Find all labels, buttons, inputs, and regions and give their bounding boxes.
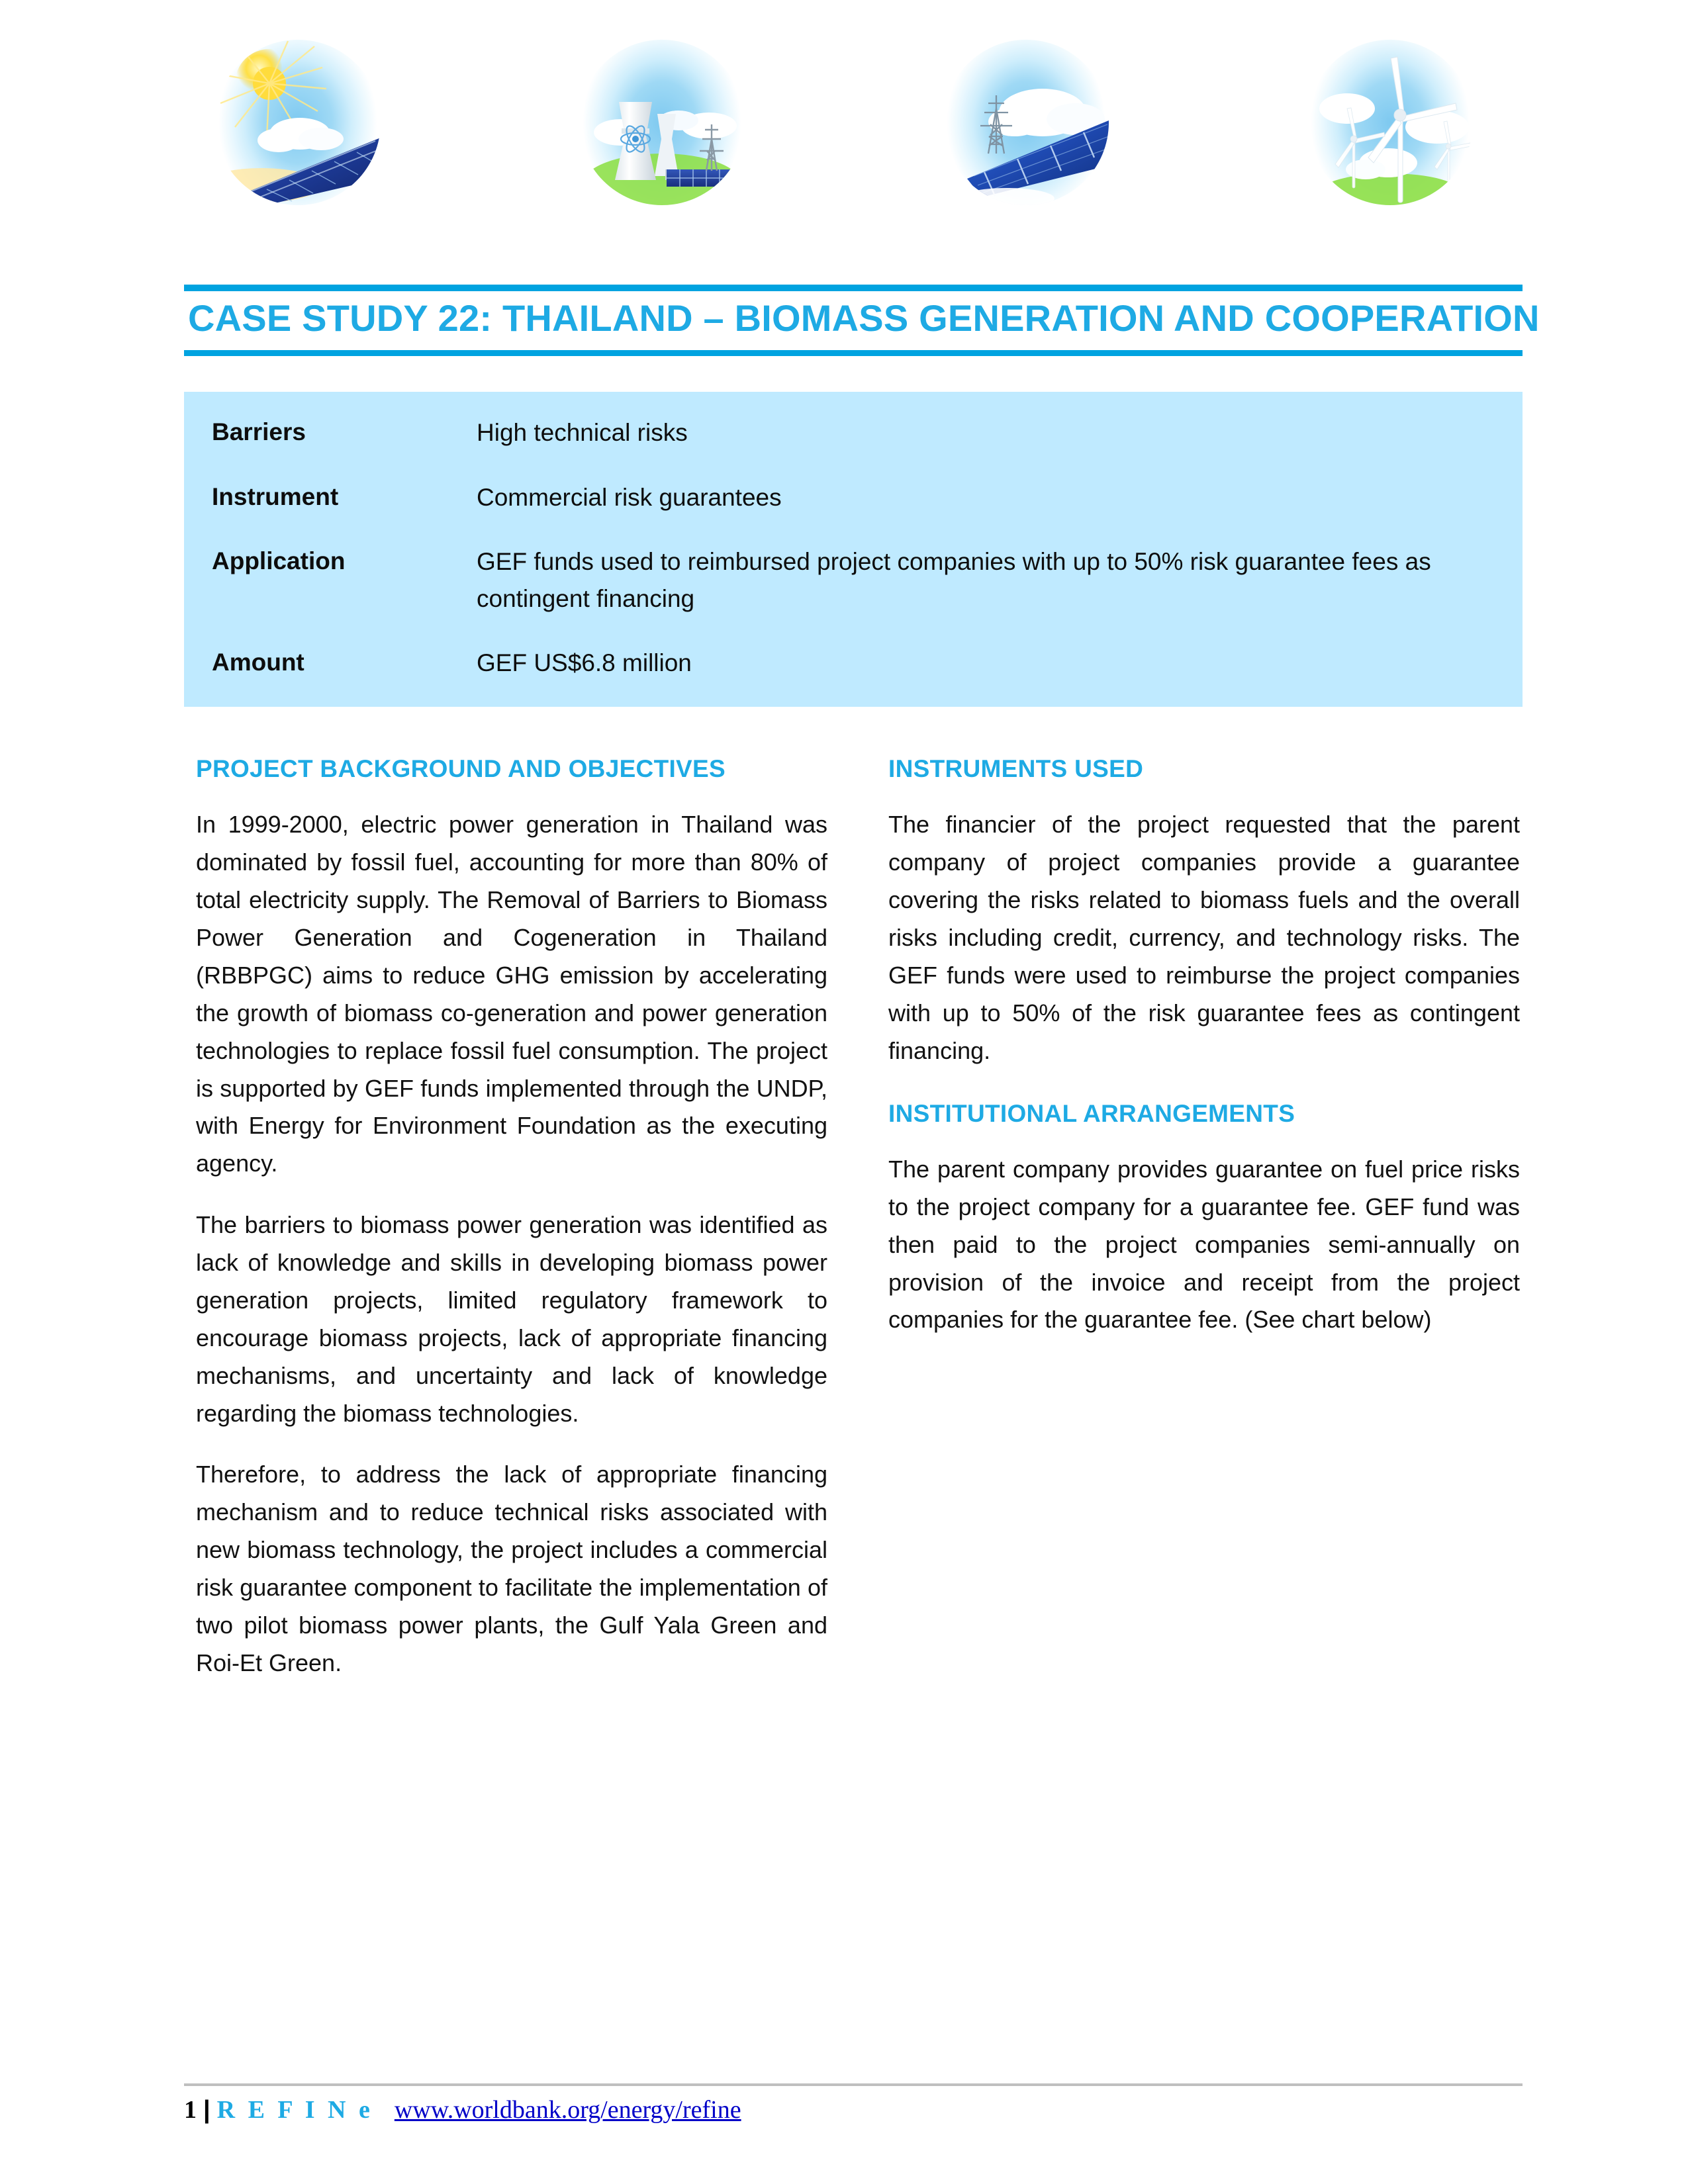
page-title: CASE STUDY 22: THAILAND – BIOMASS GENERATION AND COOPERATION xyxy=(188,297,1540,339)
right-column xyxy=(888,754,1520,1682)
paragraph: The financier of the project requested that the parent company of project companies provide a guarantee covering the risks related to biomass fuels and the overall risks including credit, currency, and technology risks. The GEF funds were used to reimburse the project companies with up to 50% of the risk guarantee fees as contingent financing. xyxy=(888,811,1520,1064)
pylon-solar-image xyxy=(927,26,1125,218)
left-column xyxy=(196,754,827,1682)
page-footer xyxy=(184,2083,1523,2124)
info-value: Commercial risk guarantees xyxy=(477,483,782,511)
solar-panel-sun-image xyxy=(199,26,397,218)
body-columns xyxy=(196,754,1520,1682)
title-rule-top xyxy=(184,285,1523,291)
brand-label: R E F I N e xyxy=(216,2096,373,2124)
footer-pipe-divider: | xyxy=(203,2096,211,2124)
info-value: High technical risks xyxy=(477,419,688,446)
paragraph: The barriers to biomass power generation was identified as lack of knowledge and skills in developing biomass power generation projects, limited regulatory framework to encourage biomass projects, lack of appropriate financing mechanisms, and uncertainty and lack of knowledge regarding the biomass technologies. xyxy=(196,1211,827,1427)
info-label: Barriers xyxy=(212,418,306,445)
info-label: Instrument xyxy=(212,482,339,510)
page-number: 1 xyxy=(184,2096,197,2124)
section-heading-project-background: PROJECT BACKGROUND AND OBJECTIVES xyxy=(196,755,726,782)
info-row-application xyxy=(184,543,1523,617)
section-heading-instruments-used: INSTRUMENTS USED xyxy=(888,755,1144,782)
footer-url-link[interactable]: www.worldbank.org/energy/refine xyxy=(394,2096,741,2124)
paragraph: In 1999-2000, electric power generation in Thailand was dominated by fossil fuel, accounting for more than 80% of total electricity supply. The Removal of Barriers to Biomass Power Generation and Cogeneration in Thailand (RBBPGC) aims to reduce GHG emission by accelerating the growth of biomass co-generation and power generation technologies to replace fossil fuel consumption. The project is supported by GEF funds implemented through the UNDP, with Energy for Environment Foundation as the executing agency. xyxy=(196,811,827,1177)
page-title-block xyxy=(184,285,1540,356)
wind-turbine-image xyxy=(1291,26,1489,218)
info-row-barriers xyxy=(184,414,1523,451)
paragraph: The parent company provides guarantee on fuel price risks to the project company for a guarantee fee. GEF fund was then paid to the project companies semi-annually on provision of the invoice and receipt from the project companies for the guarantee fee. (See chart below) xyxy=(888,1155,1520,1334)
info-row-amount xyxy=(184,645,1523,682)
info-label: Amount xyxy=(212,649,305,676)
section-heading-institutional-arrangements: INSTITUTIONAL ARRANGEMENTS xyxy=(888,1099,1295,1127)
nuclear-plant-image xyxy=(563,26,761,218)
info-value: GEF funds used to reimbursed project companies with up to 50% risk guarantee fees as contingent financing xyxy=(477,548,1431,612)
info-value: GEF US$6.8 million xyxy=(477,649,692,676)
title-rule-bottom xyxy=(184,350,1523,356)
paragraph: Therefore, to address the lack of appropriate financing mechanism and to reduce technical risks associated with new biomass technology, the project includes a commercial risk guarantee component to facilitate the implementation of two pilot biomass power plants, the Gulf Yala Green and Roi-Et Green. xyxy=(196,1461,827,1676)
info-label: Application xyxy=(212,547,346,574)
summary-info-box xyxy=(184,392,1523,707)
header-image-strip xyxy=(199,26,1489,225)
info-row-instrument xyxy=(184,479,1523,516)
